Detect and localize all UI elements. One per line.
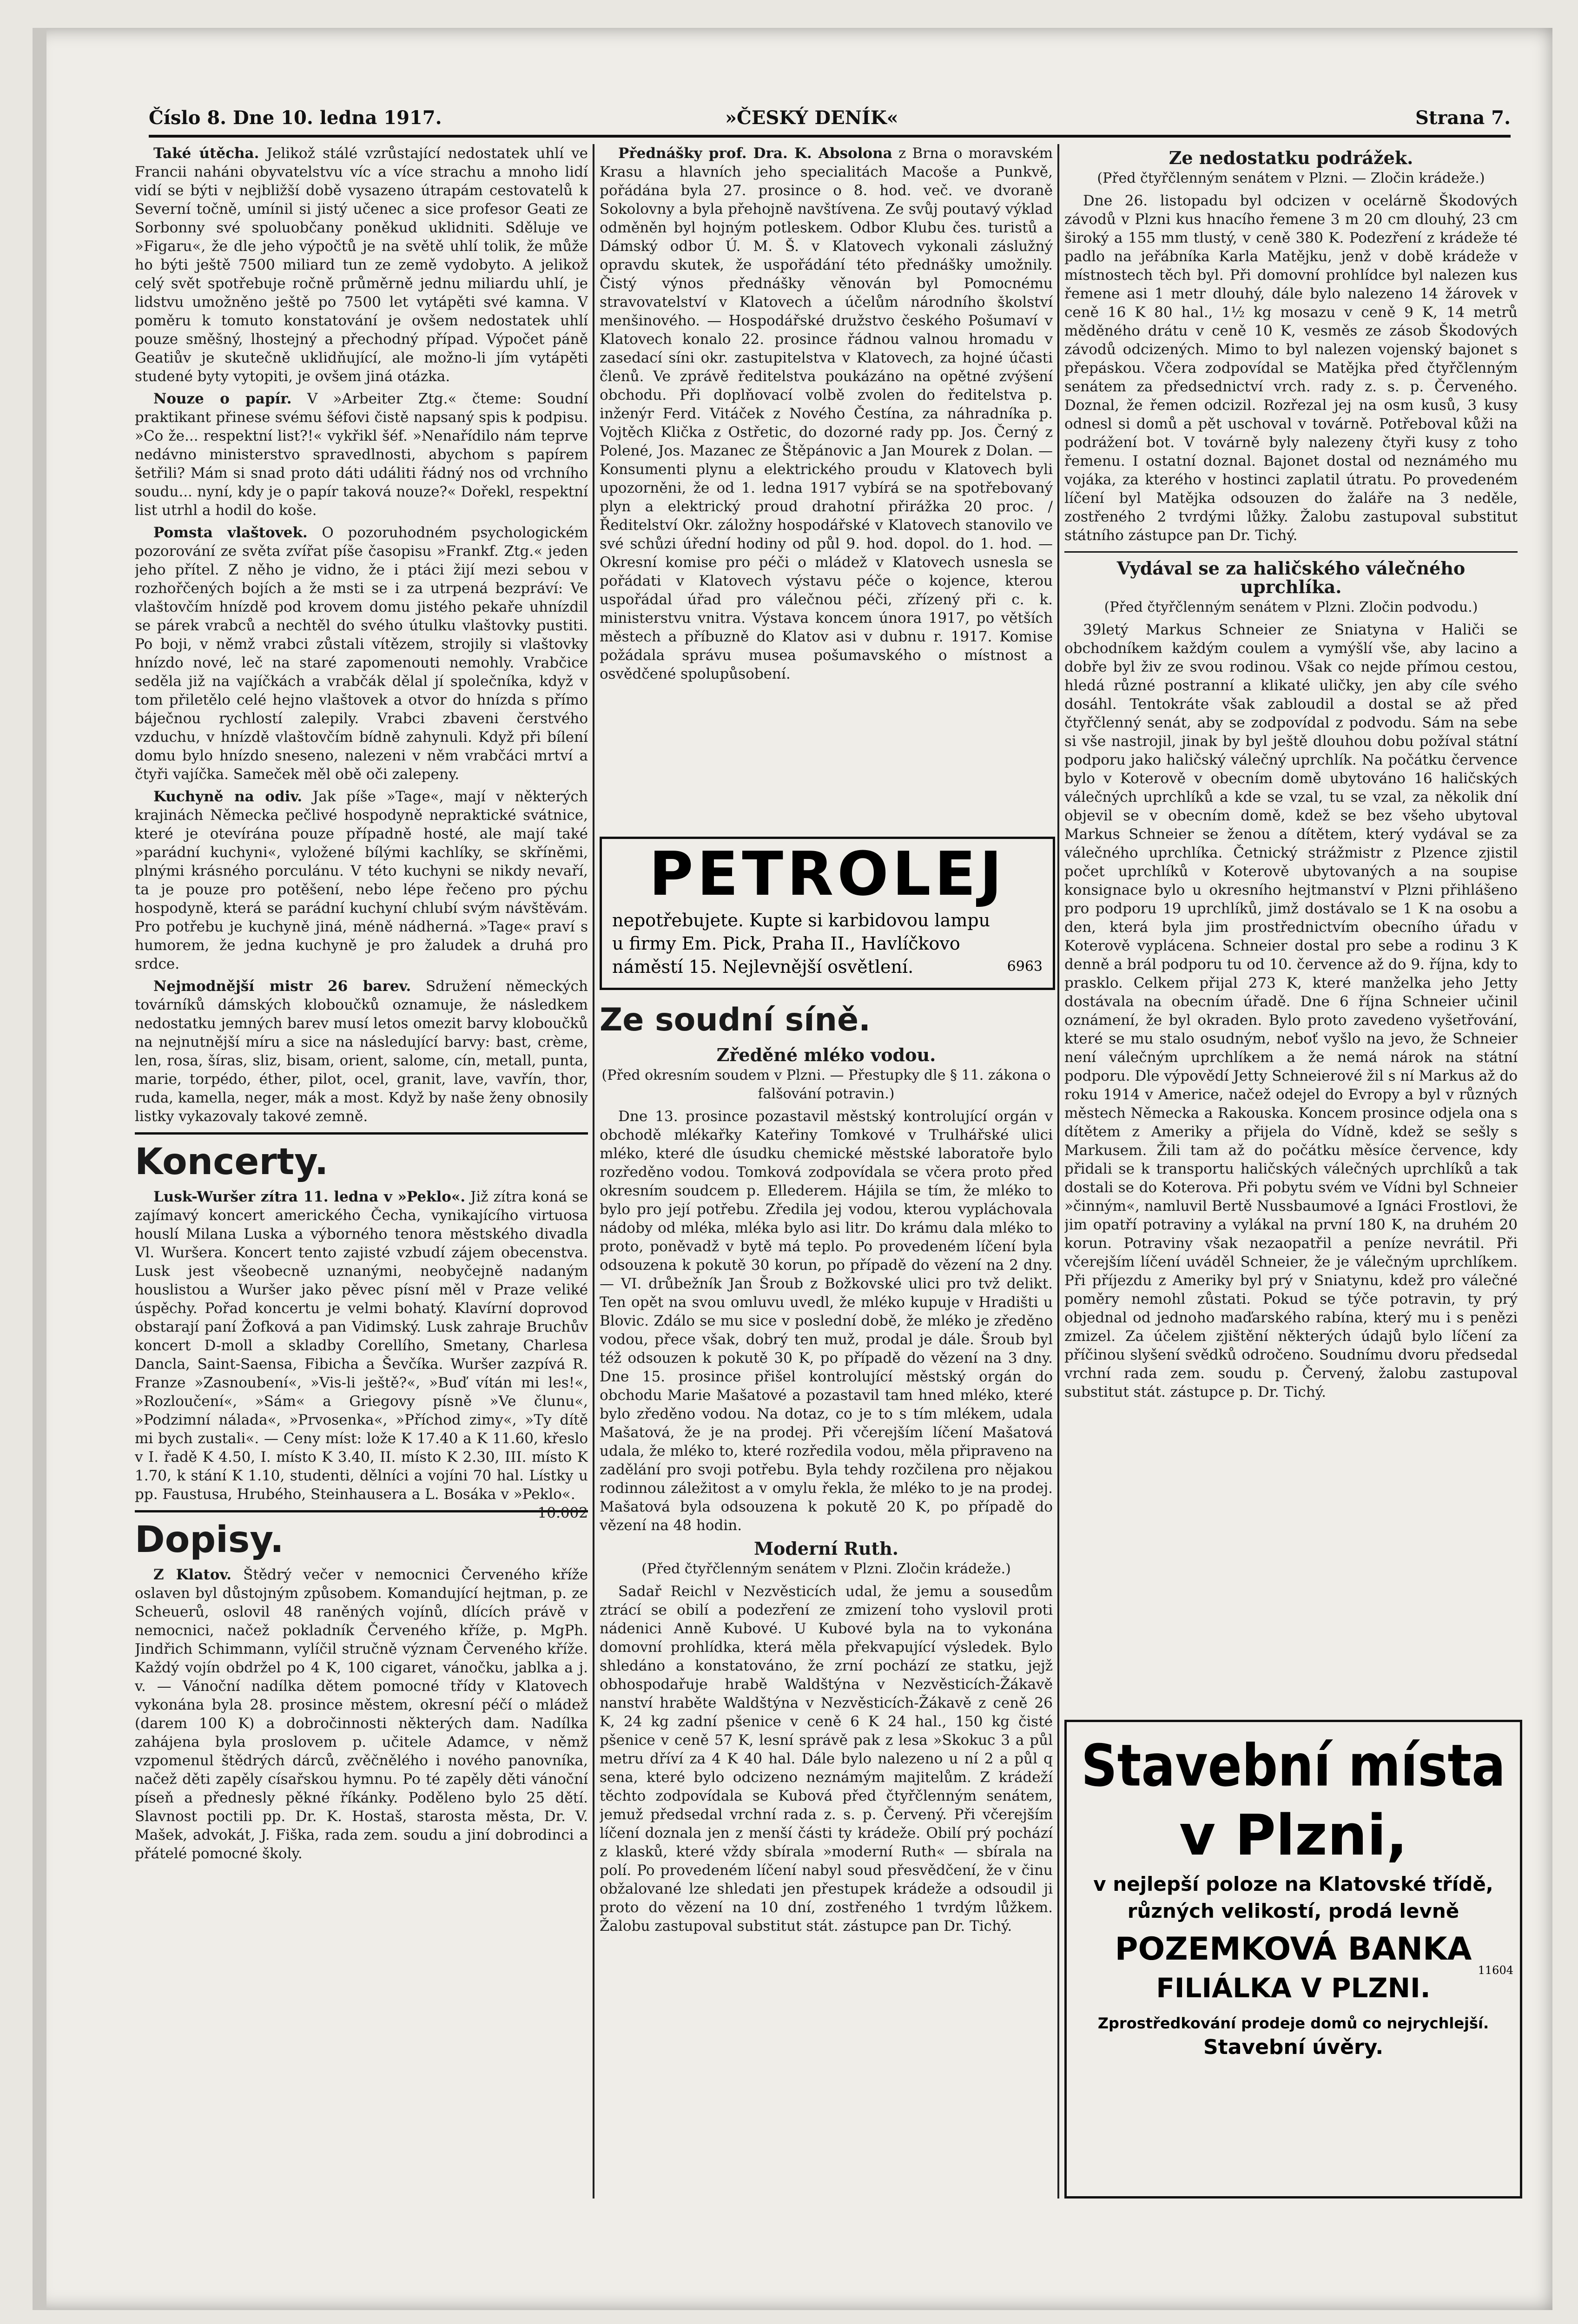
article-paragraph [135, 390, 588, 520]
koncerty-title: Koncerty. [135, 1141, 329, 1183]
article-subhead: (Před čtyřčlenným senátem v Plzni. Zločin podvodu.) [1104, 599, 1478, 615]
ad-line-3-row [602, 955, 1053, 978]
ad-services: Zprostředkování prodeje domů co nejrychlejší. [1097, 2014, 1489, 2032]
article-subhead: (Před okresním soudem v Plzni. — Přestupky dle § 11. zákona o falšování potravin.) [601, 1067, 1051, 1102]
article-lead: Přednášky prof. Dra. K. Absolona [618, 145, 892, 162]
ad-credit: Stavební úvěry. [1203, 2035, 1384, 2059]
column-2 [600, 144, 1053, 827]
column-divider-1 [593, 144, 594, 2199]
column-1 [135, 144, 588, 2199]
article-body: Sadař Reichl v Nezvěsticích udal, že jemu a sousedům ztrácí se obilí a podezření ze zmizení toho vyslovil proti nádenici Anně Kubové. U Kubové byla na to vykonána domovní prohlídka, která měla překvapující výsledek. Bylo shledáno a konstatováno, že zrní pochází ze statku, jejž obhospodařuje hrabě Waldštýna v Nezvěsticích-Žákavě nanství hraběte Waldštýna v Nezvěsticích-Žákavě z ceně 26 K, 24 kg zadní pšenice v ceně 6 K 24 hal., 150 kg čisté pšenice v ceně 57 K, lesní správě pak z lesa »Skokuc 3 a půl metru dříví za 4 K 40 hal. Dále bylo nalezeno u ní 2 a půl q sena, které bylo odcizeno neznámým majitelům. Z krádeží těchto zodpovídala se Kubová před čtyřčlenným senátem, jemuž předsedal vrchní rada z. s. p. Červený. Při včerejším líčení doznala jen z menší části ty krádeže. Obilí prý pochází z klasků, které vždy sbírala »moderní Ruth« — sbírala na polí. Po provedeném líčení nabyl soud přesvědčení, že v činu obžalované lze shledati jen přestupek krádeže a odsoudil ji proto do vězení na 10 dní, zostřeného 1 tvrdým lůžkem. Žalobu zastupoval substitut stát. zástupce pan Dr. Tichý. [600, 1583, 1053, 1934]
column-divider-2 [1057, 144, 1059, 2199]
article-lead: Lusk-Wuršer zítra 11. ledna v »Peklo«. [153, 1188, 466, 1205]
article-text: V »Arbeiter Ztg.« čteme: Soudní praktikant přinese svému šéfovi čistě napsaný spis k podpisu. »Co že... respektní list?!« vykřikl šéf. »Nenařídilo nám teprve nedávno ministerstvo spravedlnosti, abychom s papírem šetřili? Mám si snad proto dáti událiti řádný nos od vrchního soudu... nyní, kdy je o papír taková nouze?« Dořekl, respektní list utrhl a hodil do koše. [135, 390, 588, 519]
ad-description: v nejlepší poloze na Klatovské třídě, různých velikostí, prodá levně [1093, 1873, 1493, 1922]
issue-date: Číslo 8. Dne 10. ledna 1917. [149, 107, 442, 129]
article-text: Již zítra koná se zajímavý koncert amerického Čecha, vynikajícího virtuosa houslí Milana Luska a výborného tenora městského divadla Vl. Wuršera. Koncert tento zajisté vzbudí zájem obecenstva. Lusk jest všeobecně uznanými, neobyčejně nadaným houslistou a Wuršer jako pěvec písní měl v Praze veliké úspěchy. Pořad koncertu je velmi bohatý. Klavírní doprovod obstarají paní Žofková a pan Vidimský. Lusk zahraje Bruchův koncert D-moll a skladby Corellího, Smetany, Charlesa Dancla, Saint-Saensa, Fibicha a Ševčíka. Wuršer zazpívá R. Franze »Zasnoubení«, »Vis-li ještě?«, »Buď vítán mi les!«, »Rozloučení«, »Sám« a Griegovy písně »Ve člunu«, »Podzimní nálada«, »Prvosenka«, »Příchod zimy«, »Ty dítě mi bych zustali«. — Ceny míst: lože K 17.40 a K 11.60, křeslo v I. řadě K 4.50, I. místo K 3.40, II. místo K 2.30, III. místo K 1.70, k stání K 1.10, studenti, dělníci a vojíni 70 hal. Lístky u pp. Faustusa, Hrubého, Steinhausera a L. Bosáka v »Peklo«. [135, 1188, 588, 1503]
ad-code: 6963 [1007, 958, 1043, 975]
article-paragraph [135, 1565, 588, 1863]
article-paragraph [135, 523, 588, 784]
column-1-articles [135, 144, 588, 1126]
ad-line-3: náměstí 15. Nejlevnější osvětlení. [612, 957, 914, 977]
article-paragraph [135, 144, 588, 386]
petrolej-advertisement [600, 837, 1055, 990]
ad-headline: PETROLEJ [649, 838, 1006, 909]
ad-line-2: u firmy Em. Pick, Praha II., Havlíčkovo [612, 933, 960, 954]
article-title: Zředěné mléko vodou. [716, 1044, 936, 1065]
article-paragraph [135, 787, 588, 973]
stavebni-mista-advertisement [1064, 1720, 1522, 2199]
article-title: Moderní Ruth. [753, 1538, 899, 1559]
article-text: O pozoruhodném psychologickém pozorování ze světa zvířat píše časopisu »Frankf. Ztg.« jeden jeho přítel. Z něho je vidno, že i ptáci žijí mezi sebou v rozhořčených bojích a že msti se i za utrpená bezpráví: Ve vlaštovčím hnízdě pod krovem domu jistého pekaře uhnízdil se párek vrabců a nechtěl do svého útulku vlaštovky pustiti. Po boji, v němž vrabci zůstali vítězem, strojily si vlaštovky hnízdo nové, leč na staré zapomenouti nemohly. Vrabčice seděla již na vajíčkách a vrabčák dělal jí společníka, když v tom přiletělo celé hejno vlaštovek a otvor do hnízda s přímo báječnou rychlostí zalepily. Vrabci zbaveni čerstvého vzduchu, v hnízdě vlaštovčím bídně zahynuli. Když při bílení domu bylo hnízdo sneseno, nalezeni v něm vrabčáci mrtví a čtyři vajíčka. Sameček měl obě oči zalepeny. [135, 524, 588, 783]
ad-code: 11604 [1478, 1964, 1513, 1977]
article-lead: Z Klatov. [153, 1566, 232, 1583]
ad-code: 10.002 [537, 1505, 588, 1521]
article-body: Dne 13. prosince pozastavil městský kontrolující orgán v obchodě mlékařky Kateřiny Tomkové v Trulhářské ulici mléko, které dle úsudku chemické městské laboratoře bylo rozředěno vodou. Tomková zodpovídala se včera proto před okresním soudcem p. Ellederem. Hájila se tím, že mléko to bylo pro její potřebu. Zředila jej vodou, kterou vypláchovala nádoby od mléka, mléka bylo asi litr. Do krámu dala mléko to proto, poněvadž v bytě má teplo. Po provedeném líčení byla odsouzena k pokutě 30 korun, po případě do vězení na 2 dny. — VI. drůbežník Jan Šroub z Božkovské ulici pro tvž delikt. Ten opět na svou omluvu uvedl, že mléko kupuje v Hradišti u Blovic. Zdálo se mu sice v poslední době, že mléko je zředěno vodou, přece však, dobrý ten muž, prodal je dále. Šroub byl též odsouzen k pokutě 30 K, po případě do vězení na 3 dny. Dne 15. prosince přišel kontrolující městský orgán do obchodu Marie Mašatové a pozastavil tam hned mléko, které bylo zředěno vodou. Na dotaz, co je to s tím mlékem, udala Mašatová, že je na prodej. Při včerejším líčení Mašatová udala, že mléko to, které rozředila vodou, měla připraveno na zadělání pro svoji potřebu. Byla tehdy rozčilena pro nějakou rodinnou záležitost a v omylu řekla, že mléko to je na prodej. Mašatová byla odsouzena k pokutě 20 K, po případě do vězení na 48 hodin. [600, 1108, 1053, 1534]
article-text: Sdružení německých továrníků dámských kloboučků oznamuje, že následkem nedostatku jemných barev musí letos omezit barvy kloboučků na nejnutnější míru a sice na následující barvy: bast, crème, len, rosa, šíras, sliz, bisam, orient, salome, cín, metall, punta, marie, torpédo, éther, pilot, ocel, granit, lave, vavřín, thor, ruda, kamella, neger, mák a most. Když by naše ženy obnosily listky vykazovaly takové zemně. [135, 978, 588, 1125]
article-paragraph [135, 977, 588, 1126]
article-title: Vydával se za haličského válečného uprchlíka. [1116, 558, 1466, 597]
article-lead: Nejmodnější mistr 26 barev. [153, 978, 411, 995]
article-body: Dne 26. listopadu byl odcizen v ocelárně Škodových závodů v Plzni kus hnacího řemene 3 m 20 cm dlouhý, 23 cm široký a 155 mm tlustý, v ceně 380 K. Podezření z krádeže té padlo na jeřábníka Karla Matějku, jenž v době krádeže v místnostech těch byl. Při domovní prohlídce byl nalezen kus řemene asi 1 metr dlouhý, dále bylo nalezeno 14 žárovek v ceně 16 K 80 hal., 1½ kg mosazu v ceně 9 K, 14 metrů měděného drátu v ceně 10 K, vesměs ze zásob Škodových závodů odcizených. Mimo to byl nalezen vojenský bajonet s přepáskou. Včera zodpovídal se Matějka před čtyřčlenným senátem za předsednictví vrch. rady z. s. p. Červeného. Doznal, že řemen odcizil. Rozřezal jej na osm kusů, 3 kusy odnesl si domů a pět uschoval v továrně. Potřeboval kůži na podrážení bot. V továrně byly nalezeny čtyři kusy z toho řemenu. I ostatní doznal. Bajonet dostal od neznámého mu vojáka, za kterého v hostinci zaplatil útratu. Po provedeném líčení byl Matějka odsouzen do žaláře na 3 neděle, zostřeného 2 tvrdými lůžky. Žalobu zastupoval substitut státního zástupce pan Dr. Tichý. [1064, 192, 1518, 544]
court-section [600, 999, 1053, 2199]
article-text: Jelikož stálé vzrůstající nedostatek uhlí ve Francii naháni obyvatelstvu víc a více strachu a mnoho lidí vidí se býti v nejbližší době vysazeno útrapám cestovatelů k Severní točně, umínil si jistý učenec a sice profesor Geati ze Sorbonny své spoluobčany poněkud uklidniti. Sděluje ve »Figaru«, že dle jeho výpočtů je na světě uhlí tolik, že může ho býti ještě 7500 miliard tun ze země vydobyto. A jelikož celý svět spotřebuje ročně průměrně jednu miliardu uhlí, je lidstvu umožněno ještě po 7500 let vytápěti své kamna. V poměru k tomuto konstatování je ovšem nedostatek uhlí pouze směšný, lhostejný a přechodný případ. Výpočet páně Geatiův je skutečně uklidňující, ale možno-li jím vytápěti studené byty vytopiti, je ovšem jiná otázka. [135, 145, 588, 385]
article-text: Jak píše »Tage«, mají v některých krajinách Německa pečlivé hospodyně nepraktické svátnice, které je otevírána pouze případně hosté, ale mají také »parádní kuchyni«, vyložené bílými kachlíky, se skříněmi, plnými krásného porculánu. V této kuchyni se nikdy nevaří, ta je pouze pro potěšení, nebo lépe řečeno pro pýchu hospodyně, která se parádní kuchyní chlubí svým návštěvám. Pro potřebu je kuchyně jiná, méně nádherná. »Tage« praví s humorem, že jedna kuchyně je pro žaludek a druhá pro srdce. [135, 788, 588, 972]
dopisy-articles [135, 1565, 588, 1863]
ad-company: POZEMKOVÁ BANKA [1115, 1931, 1472, 1967]
article-lead: Také útěcha. [153, 145, 259, 162]
article-text: z Brna o moravském Krasu a hlavních jeho specialitách Macoše a Punkvě, pořádána byla 27. prosince o 8. hod. več. ve dvoraně Sokolovny a byla přehojně navštívena. Ze svůj poutavý výklad odměněn byl hojným potleskem. Odbor Klubu čes. turistů a Dámský odbor Ú. M. Š. v Klatovech vykonali záslužný opravdu skutek, že uspořádání této přednášky umožnily. Čistý výnos přednášky věnován byl Pomocnému stravovatelství v Klatovech a účelům národního školství menšinového. — Hospodářské družstvo českého Pošumaví v Klatovech konalo 22. prosince řádnou valnou hromadu v zasedací síni okr. zastupitelstva v Klatovech, za hojné účasti členů. Ve zprávě ředitelstva poukázáno na opětné zvýšení obchodu. Při doplňovací volbě zvolen do ředitelstva p. inženýr Ferd. Vitáček z Nového Čestína, za náhradníka p. Vojtěch Klička z Ostřetic, do dozorné rady pp. Jos. Černý z Polené, Jos. Mazanec ze Štěpánovic a Jan Mourek z Dolan. — Konsumenti plynu a elektrického proudu v Klatovech byli upozorněni, že od 1. ledna 1917 vybírá se na spotřebovaný plyn a elektrický proud drahotní přirážka 20 proc. / Ředitelství Okr. záložny hospodářské v Klatovech stanovilo ve své schůzi úřední hodiny od půl 9. hod. dopol. do 1. hod. — Okresní komise pro péči o mládež v Klatovech usnesla se pořádati v Klatovech výstavu péče o kojence, kterou uspořádal úřad pro válečnou péči, zřízený při c. k. ministerstvu vnitra. Výstava koncem února 1917, po větších městech a příbuzně do Klatov asi v dubnu r. 1917. Komise požádala správu musea pošumavského o místnost a osvědčené spolupůsobení. [600, 145, 1053, 682]
article-paragraph [600, 144, 1053, 683]
article-lead: Kuchyně na odiv. [153, 788, 303, 805]
page-number: Strana 7. [1415, 107, 1511, 129]
masthead-rule [149, 135, 1511, 138]
article-title: Ze nedostatku podrážek. [1169, 147, 1413, 168]
article-subhead: (Před čtyřčlenným senátem v Plzni. Zločin krádeže.) [641, 1561, 1011, 1577]
newspaper-name: »ČESKÝ DENÍK« [725, 107, 898, 129]
court-section-title: Ze soudní síně. [600, 1002, 871, 1038]
article-paragraph [135, 1188, 588, 1521]
section-rule [135, 1132, 588, 1135]
masthead [149, 107, 1511, 135]
ad-branch: FILIÁLKA V PLZNI. [1156, 1972, 1431, 2004]
section-rule [1064, 551, 1518, 553]
article-lead: Pomsta vlaštovek. [153, 524, 308, 541]
ad-line-1: nepotřebujete. Kupte si karbidovou lampu [612, 910, 990, 931]
article-subhead: (Před čtyřčlenným senátem v Plzni. — Zločin krádeže.) [1097, 170, 1485, 186]
article-text: Štědrý večer v nemocnici Červeného kříže oslaven byl důstojným způsobem. Komandující hejtman, p. ze Scheuerů, oslovil 48 raněných vojínů, dlících právě v nemocnici, načež pokladník Červeného kříže, p. MgPh. Jindřich Schimmann, vylíčil stručně význam Červeného kříže. Každý vojín obdržel po 4 K, 100 cigaret, vánočku, jablka a j. v. — Vánoční nadílka dětem pomocné třídy v Klatovech vykonána byla 28. prosince městem, okresní péčí o mládež (darem 100 K) a dobročinnosti některých dam. Nadílka zahájena byla proslovem p. učitele Adamce, v němž vzpomenul štědrých dárců, zvěčnělého i nového panovníka, načež děti zapěly císařskou hymnu. Po té zapěly děti vánoční píseň a přednesly pěkné říkánky. Poděleno bylo 25 dětí. Slavnost poctili pp. Dr. K. Hostaš, starosta města, Dr. V. Mašek, advokát, J. Fiška, rada zem. soudu a jiní dobrodinci a přátelé pomocné školy. [135, 1566, 588, 1862]
dopisy-title: Dopisy. [135, 1519, 284, 1561]
koncerty-articles [135, 1188, 588, 1521]
binding-edge [33, 28, 46, 2310]
column-2-articles [600, 144, 1053, 683]
article-body: 39letý Markus Schneier ze Sniatyna v Haliči se obchodníkem každým coulem a vymýšlí vše, aby lacino a dobře byl živ ze svou rodinou. Však co nejde přímou cestou, hledá různé postranní a klikaté uličky, jen aby cíle svého dosáhl. Tentokráte však zabloudil a dostal se až před čtyřčlenný senát, aby se zodpovídal z podvodu. Sám na sebe si vše nastrojil, jinak by byl ještě dlouhou dobu požíval státní podporu jako haličský válečný uprchlík. Na počátku července bylo v Koterově v obecním domě ubytováno 16 haličských válečných uprchlíků a kde se vzal, tu se vzal, za několik dní objevil se v obecním domě, kdež se bez všeho ubytoval Markus Schneier se ženou a dítětem, který vydával se za válečného uprchlíka. Četnický strážmistr z Plzence zjistil počet uprchlíků v Koterově ubytovaných a na soupise konsignace bylo u okresního hejtmanství v Plzni přihlášeno pro podporu 19 uprchlíků, jimž dostávalo se 1 K na osobu a den, která byla jim prostřednictvím obecního úřadu v Koterově vyplácena. Schneier dostal pro sebe a rodinu 3 K denně a brál podporu tu od 10. července až do 9. října, kdy to prasklo. Celkem přijal 273 K, které manželka jeho Jetty dostávala na obecním úřadě. Dne 6 října Schneier učinil oznámení, že byl okraden. Bylo proto zavedeno vyšetřování, které se mu stalo osudným, neboť vyšlo na jevo, že Schneier není válečným uprchlíkem a že nemá nárok na státní podporu. Dle výpovědí Jetty Schneierové žil s ní Markus až do roku 1914 v Americe, načež odejel do Evropy a byl v různých městech Německa a Rakouska. Koncem prosince odjela ona s dítětem z Ameriky a přijela do Vídně, kdež se sešly s Markusem. Žili tam až do počátku měsíce července, kdy přidali se k transportu haličských válečných uprchlíků a tak dostali se do Koterova. Při pobytu svém ve Vídni byl Schneier »činným«, namluvil Bertě Nussbaumové a Ignáci Frostlovi, že jim opatří potraviny a vylákal na první 180 K, na druhém 20 korun. Potraviny však nezaopatřil a peníze nevrátil. Při včerejším líčení uváděl Schneier, že je válečným uprchlíkem. Při příjezdu z Ameriky byl prý v Sniatynu, kdež pro válečné poměry nemohl zůstati. Pokud se týče potravin, ty prý objednal od jednoho maďarského rabína, který mu i s penězi zmizel. Za účelem zjištění některých údajů bylo líčení za příčinou slyšení svědků odročeno. Soudnímu dvoru předsedal vrchní rada zem. soudu p. Červený, žalobu zastupoval substitut stát. zástupce p. Dr. Tichý. [1064, 621, 1518, 1400]
column-3 [1064, 144, 1518, 1511]
ad-city: v Plzni, [1179, 1803, 1408, 1868]
article-lead: Nouze o papír. [153, 390, 292, 407]
ad-headline: Stavební místa [1081, 1732, 1506, 1800]
